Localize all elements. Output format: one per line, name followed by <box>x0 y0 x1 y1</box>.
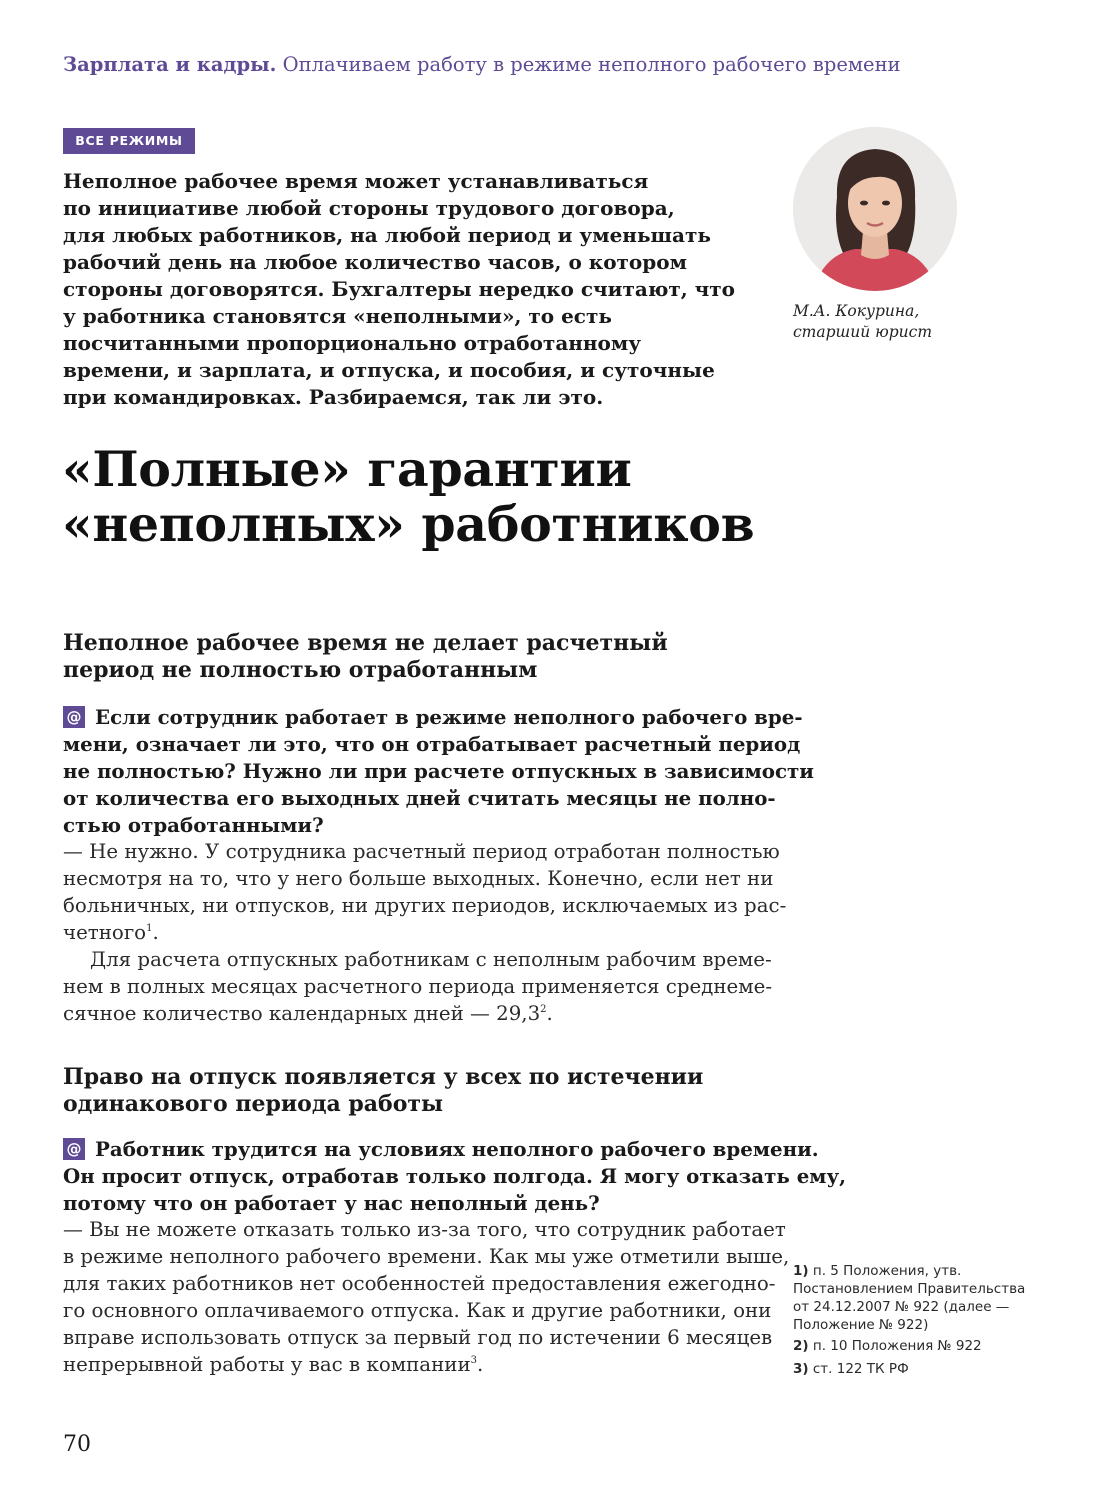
lead-line: для любых работников, на любой период и уменьшать <box>63 223 711 247</box>
section-heading: период не полностью отработанным <box>63 657 538 683</box>
question-line: мени, означает ли это, что он отрабатывает расчетный период <box>63 732 801 756</box>
footnote-text: ст. 122 ТК РФ <box>812 1361 909 1377</box>
author-role: старший юрист <box>793 323 933 341</box>
header-section: Зарплата и кадры. <box>63 53 277 76</box>
footnote-number: 2) <box>793 1338 809 1354</box>
author-photo-illustration <box>793 127 957 291</box>
footnote-text: п. 10 Положения № 922 <box>812 1338 982 1354</box>
answer-text: непрерывной работы у вас в компании <box>63 1353 471 1376</box>
paragraph-line <box>63 1002 741 1025</box>
question-line <box>63 1137 819 1161</box>
answer-text: четного <box>63 921 147 944</box>
running-header <box>63 53 963 76</box>
section-heading: Право на отпуск появляется у всех по истечении <box>63 1064 704 1090</box>
answer-line <box>63 1353 741 1376</box>
footnote-ref: 2 <box>540 1004 547 1015</box>
author-portrait <box>793 127 957 291</box>
question-text: Работник трудится на условиях неполного рабочего времени. <box>95 1137 819 1161</box>
lead-line: времени, и зарплата, и отпуска, и пособия, и суточные <box>63 358 715 382</box>
page-number: 70 <box>63 1432 91 1457</box>
footnote-number: 3) <box>793 1361 809 1377</box>
category-tag: ВСЕ РЕЖИМЫ <box>63 128 195 154</box>
section-heading: одинакового периода работы <box>63 1091 444 1117</box>
answer-line: в режиме неполного рабочего времени. Как мы уже отметили выше, <box>63 1245 790 1268</box>
answer-end: . <box>477 1353 484 1376</box>
answer-line: несмотря на то, что у него больше выходных. Конечно, если нет ни <box>63 867 774 890</box>
footnote-3 <box>793 1361 1033 1377</box>
lead-line: при командировках. Разбираемся, так ли это. <box>63 385 604 409</box>
footnote-ref: 3 <box>470 1355 478 1366</box>
author-name: М.А. Кокурина, <box>793 302 920 320</box>
paragraph-end: . <box>546 1002 553 1025</box>
lead-line: посчитанными пропорционально отработанному <box>63 331 642 355</box>
question-at-icon: @ <box>63 706 85 728</box>
answer-line: го основного оплачиваемого отпуска. Как и другие работники, они <box>63 1299 772 1322</box>
answer-line: — Вы не можете отказать только из-за того, что сотрудник работает <box>63 1218 786 1241</box>
lead-line: Неполное рабочее время может устанавливаться <box>63 169 649 193</box>
answer-line <box>63 921 741 944</box>
answer-line: больничных, ни отпусков, ни других периодов, исключаемых из рас- <box>63 894 787 917</box>
section-heading: Неполное рабочее время не делает расчетный <box>63 630 668 656</box>
paragraph-line: нем в полных месяцах расчетного периода применяется среднеме- <box>63 975 773 998</box>
question-text: Если сотрудник работает в режиме неполного рабочего вре- <box>95 705 803 729</box>
paragraph-text: сячное количество календарных дней — 29,3 <box>63 1002 541 1025</box>
answer-end: . <box>152 921 159 944</box>
answer-line: вправе использовать отпуск за первый год по истечении 6 месяцев <box>63 1326 773 1349</box>
question-line: потому что он работает у нас неполный день? <box>63 1191 600 1215</box>
footnote-2 <box>793 1338 1033 1354</box>
lead-line: рабочий день на любое количество часов, о котором <box>63 250 687 274</box>
header-article: Оплачиваем работу в режиме неполного рабочего времени <box>282 53 901 76</box>
footnote-line: Постановлением Правительства <box>793 1281 1026 1297</box>
question-line: Он просит отпуск, отработав только полгода. Я могу отказать ему, <box>63 1164 847 1188</box>
article-title-line: «Полные» гарантии <box>62 440 632 498</box>
answer-line: — Не нужно. У сотрудника расчетный период отработан полностью <box>63 840 780 863</box>
article-title-line: «неполных» работников <box>62 495 755 553</box>
footnote-1 <box>793 1263 1033 1279</box>
footnote-ref: 1 <box>146 923 153 934</box>
question-line: от количества его выходных дней считать месяцы не полно- <box>63 786 776 810</box>
footnote-number: 1) <box>793 1263 809 1279</box>
lead-line: у работника становятся «неполными», то есть <box>63 304 612 328</box>
question-line <box>63 705 803 729</box>
question-line: не полностью? Нужно ли при расчете отпускных в зависимости <box>63 759 814 783</box>
lead-line: стороны договорятся. Бухгалтеры нередко считают, что <box>63 277 736 301</box>
footnote-line: от 24.12.2007 № 922 (далее — <box>793 1299 1010 1315</box>
answer-line: для таких работников нет особенностей предоставления ежегодно- <box>63 1272 776 1295</box>
question-at-icon: @ <box>63 1138 85 1160</box>
footnote-text: п. 5 Положения, утв. <box>812 1263 962 1279</box>
question-line: стью отработанными? <box>63 813 324 837</box>
lead-line: по инициативе любой стороны трудового договора, <box>63 196 675 220</box>
footnote-line: Положение № 922) <box>793 1317 929 1333</box>
paragraph-line: Для расчета отпускных работникам с неполным рабочим време- <box>90 948 772 971</box>
